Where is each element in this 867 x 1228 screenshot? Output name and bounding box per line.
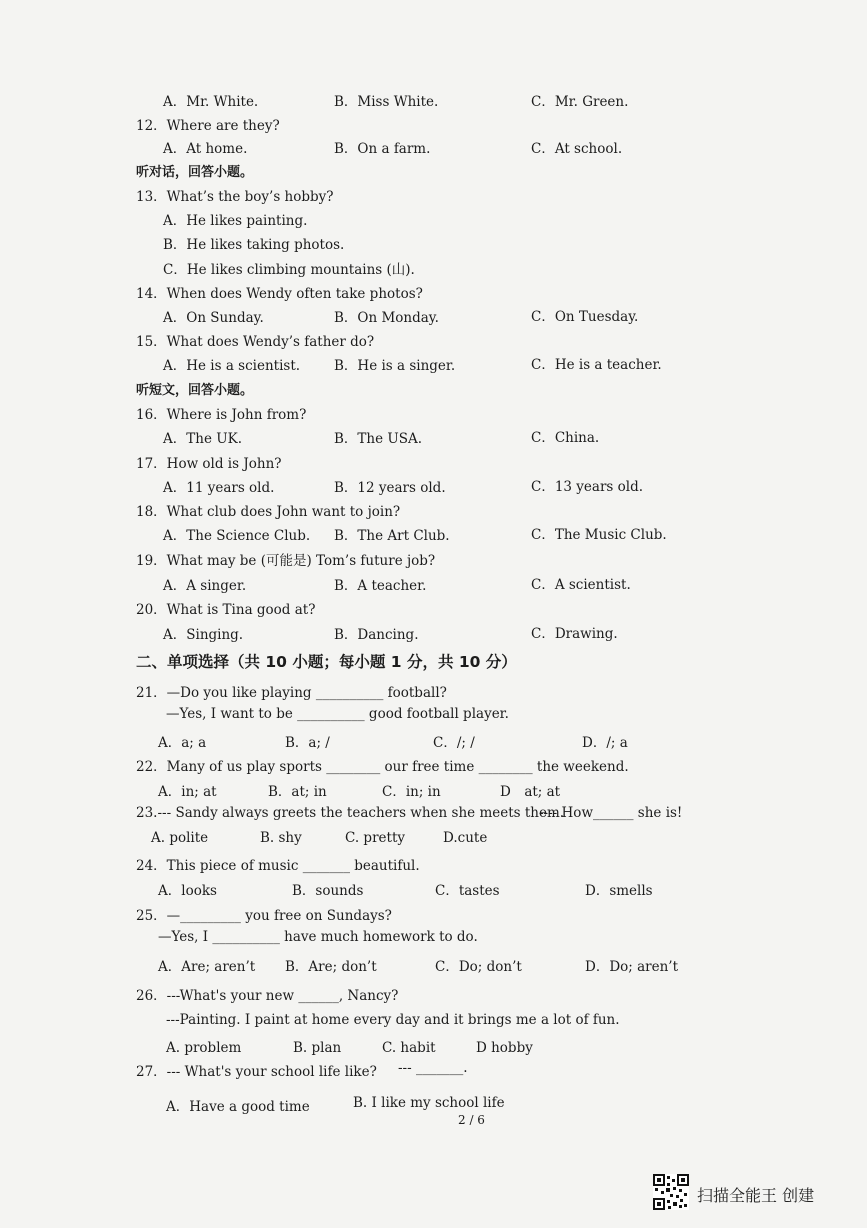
question-15: 15．What does Wendy’s father do? [136, 334, 375, 350]
question-25-reply: —Yes, I __________ have much homework to do. [158, 929, 478, 945]
q23-option-d: D.cute [443, 830, 488, 846]
q18-option-a: A．The Science Club. [163, 528, 311, 544]
section-dialog-heading: 听对话，回答小题。 [136, 165, 254, 180]
q14-option-b: B．On Monday. [334, 310, 439, 326]
q19-option-b: B．A teacher. [334, 578, 427, 594]
q18-option-b: B．The Art Club. [334, 528, 450, 544]
q23-option-b: B. shy [260, 830, 302, 846]
q22-option-c: C．in; in [382, 784, 441, 800]
question-23-reply: ---- How______ she is! [539, 805, 683, 821]
section-passage-heading: 听短文，回答小题。 [136, 383, 254, 398]
q21-option-d: D．/; a [582, 735, 628, 751]
q25-option-a: A．Are; aren’t [158, 959, 256, 975]
q24-option-d: D．smells [585, 883, 653, 899]
q13-option-a: A．He likes painting. [163, 213, 308, 229]
q21-option-a: A．a; a [158, 735, 207, 751]
q22-option-b: B．at; in [268, 784, 327, 800]
q16-option-c: C．China. [531, 430, 600, 446]
q11-option-c: C．Mr. Green. [531, 94, 629, 110]
question-20: 20．What is Tina good at? [136, 602, 316, 618]
q15-option-c: C．He is a teacher. [531, 357, 662, 373]
q11-option-a: A．Mr. White. [163, 94, 259, 110]
question-16: 16．Where is John from? [136, 407, 307, 423]
q24-option-b: B．sounds [292, 883, 364, 899]
q25-option-d: D．Do; aren’t [585, 959, 679, 975]
q20-option-b: B．Dancing. [334, 627, 419, 643]
section-2-heading: 二、单项选择（共 10 小题；每小题 1 分，共 10 分） [136, 653, 517, 671]
q26-option-c: C. habit [382, 1040, 436, 1056]
question-27-reply: --- _______. [398, 1060, 468, 1076]
question-13: 13．What’s the boy’s hobby? [136, 189, 334, 205]
q11-option-b: B．Miss White. [334, 94, 439, 110]
q20-option-c: C．Drawing. [531, 626, 618, 642]
q18-option-c: C．The Music Club. [531, 527, 667, 543]
q24-option-a: A．looks [158, 883, 217, 899]
q25-option-c: C．Do; don’t [435, 959, 522, 975]
q15-option-b: B．He is a singer. [334, 358, 456, 374]
q25-option-b: B．Are; don’t [285, 959, 377, 975]
q21-option-b: B．a; / [285, 735, 330, 751]
question-24: 24．This piece of music _______ beautiful. [136, 858, 420, 874]
question-27: 27．--- What's your school life like? [136, 1064, 377, 1080]
question-19: 19．What may be (可能是) Tom’s future job? [136, 553, 436, 569]
question-25: 25．—_________ you free on Sundays? [136, 908, 392, 924]
q12-option-b: B．On a farm. [334, 141, 431, 157]
q16-option-b: B．The USA. [334, 431, 423, 447]
q26-option-b: B. plan [293, 1040, 342, 1056]
question-14: 14．When does Wendy often take photos? [136, 286, 423, 302]
q16-option-a: A．The UK. [163, 431, 242, 447]
question-21-reply: —Yes, I want to be __________ good football player. [166, 706, 509, 722]
q12-option-a: A．At home. [163, 141, 248, 157]
q17-option-b: B．12 years old. [334, 480, 446, 496]
page-number: 2 / 6 [458, 1113, 485, 1127]
q26-option-a: A. problem [166, 1040, 242, 1056]
q24-option-c: C．tastes [435, 883, 500, 899]
question-23: 23.--- Sandy always greets the teachers when she meets them. [136, 805, 565, 821]
question-22: 22．Many of us play sports ________ our free time ________ the weekend. [136, 759, 629, 775]
q27-option-b: B. I like my school life [353, 1095, 505, 1111]
q26-option-d: D hobby [476, 1040, 533, 1056]
q15-option-a: A．He is a scientist. [163, 358, 301, 374]
q20-option-a: A．Singing. [163, 627, 244, 643]
q17-option-c: C．13 years old. [531, 479, 644, 495]
q22-option-a: A．in; at [158, 784, 217, 800]
q14-option-c: C．On Tuesday. [531, 309, 639, 325]
q19-option-a: A．A singer. [163, 578, 247, 594]
q19-option-c: C．A scientist. [531, 577, 631, 593]
q23-option-a: A. polite [151, 830, 209, 846]
q23-option-c: C. pretty [345, 830, 405, 846]
question-26: 26．---What's your new ______, Nancy? [136, 988, 399, 1004]
qr-code-icon [653, 1174, 689, 1210]
scanner-watermark: 扫描全能王 创建 [697, 1186, 815, 1205]
q21-option-c: C．/; / [433, 735, 475, 751]
question-21: 21．—Do you like playing __________ football? [136, 685, 447, 701]
q17-option-a: A．11 years old. [163, 480, 275, 496]
question-17: 17．How old is John? [136, 456, 282, 472]
q27-option-a: A．Have a good time [166, 1099, 310, 1115]
question-18: 18．What club does John want to join? [136, 504, 401, 520]
question-26-reply: ---Painting. I paint at home every day and it brings me a lot of fun. [166, 1012, 620, 1028]
q22-option-d: D at; at [500, 784, 561, 800]
q14-option-a: A．On Sunday. [163, 310, 264, 326]
q13-option-b: B．He likes taking photos. [163, 237, 345, 253]
question-12: 12．Where are they? [136, 118, 280, 134]
q12-option-c: C．At school. [531, 141, 623, 157]
q13-option-c: C．He likes climbing mountains (山). [163, 262, 415, 278]
